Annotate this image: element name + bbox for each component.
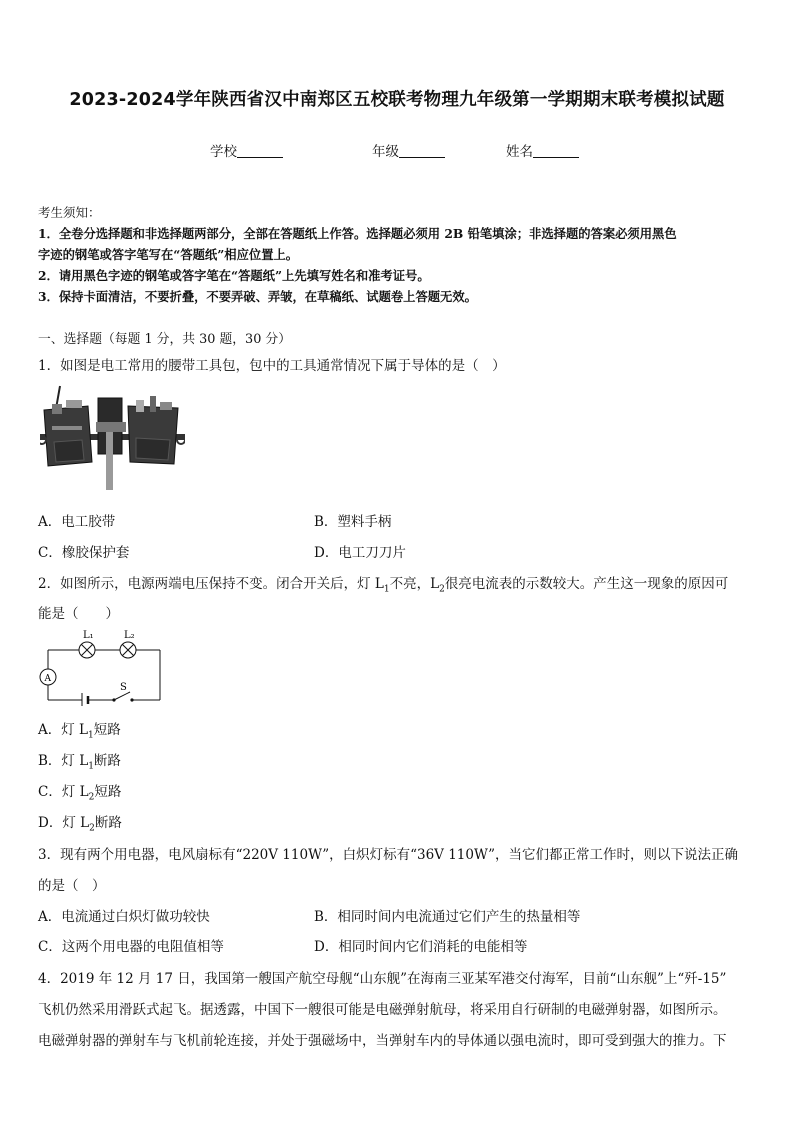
notice-item-1a: 1．全卷分选择题和非选择题两部分，全部在答题纸上作答。选择题必须用 2B 铅笔填涂；非选择题的答案必须用黑色 [38,226,677,241]
name-field[interactable] [506,140,579,160]
lamp-l1-label: L₁ [83,630,94,641]
notice-item-2: 2．请用黑色字迹的钢笔或答字笔在“答题纸”上先填写姓名和准考证号。 [38,268,430,283]
notice-heading: 考生须知： [38,205,101,220]
grade-field[interactable] [372,140,445,160]
circuit-diagram [36,626,166,706]
q2-stem-line2: 能是（ ） [38,606,119,622]
lamp-l2-icon [120,642,136,658]
q3-option-d[interactable]: D．相同时间内它们消耗的电能相等 [314,939,528,955]
q3-option-b[interactable]: B．相同时间内电流通过它们产生的热量相等 [314,909,581,925]
q4-line1: 4．2019 年 12 月 17 日，我国第一艘国产航空母舰“山东舰”在海南三亚某军港交付海军，目前“山东舰”上“歼-15” [38,971,727,987]
name-blank[interactable] [533,143,579,158]
q3-option-a[interactable]: A．电流通过白炽灯做功较快 [38,909,210,925]
notice-item-3: 3．保持卡面清洁，不要折叠，不要弄破、弄皱，在草稿纸、试题卷上答题无效。 [38,289,477,304]
q3-option-c[interactable]: C．这两个用电器的电阻值相等 [38,939,224,955]
section-heading: 一、选择题（每题 1 分，共 30 题，30 分） [38,332,292,347]
page-title: 2023-2024学年陕西省汉中南郑区五校联考物理九年级第一学期期末联考模拟试题 [69,90,725,110]
q3-stem-line1: 3．现有两个用电器，电风扇标有“220V 110W”，白炽灯标有“36V 110W”，当它们都正常工作时，则以下说法正确 [38,847,739,863]
switch-icon [112,692,133,702]
q4-line3: 电磁弹射器的弹射车与飞机前轮连接，并处于强磁场中，当弹射车内的导体通以强电流时，即可受到强大的推力。下 [38,1033,727,1049]
q4-line2: 飞机仍然采用滑跃式起飞。据透露，中国下一艘很可能是电磁弹射航母，将采用自行研制的电磁弹射器，如图所示。 [38,1002,727,1018]
q1-option-a[interactable]: A．电工胶带 [38,514,116,530]
q2-stem: 2．如图所示，电源两端电压保持不变。闭合开关后，灯 $L_1$不亮，$L_2$很亮电流表的示数较大。产生这一现象的原因可 [38,576,729,595]
q3-stem-line2: 的是（ ） [38,878,106,894]
lamp-l2-label: L₂ [124,630,135,641]
q2-option-c[interactable]: C．灯 $L_2$短路 [38,784,122,803]
ammeter-label: A [44,674,51,684]
name-label: 姓名 [506,144,533,160]
student-info-row [0,140,794,160]
q1-option-b[interactable]: B．塑料手柄 [314,514,392,530]
q2-option-a[interactable]: A．灯 $L_1$短路 [38,722,121,741]
school-field[interactable] [210,140,283,160]
q2-option-b[interactable]: B．灯 $L_1$断路 [38,753,121,772]
q1-option-c[interactable]: C．橡胶保护套 [38,545,130,561]
switch-label: S [120,682,127,693]
q1-stem: 1．如图是电工常用的腰带工具包，包中的工具通常情况下属于导体的是（ ） [38,358,506,374]
q2-option-d[interactable]: D．灯 $L_2$断路 [38,815,122,834]
q1-option-d[interactable]: D．电工刀刀片 [314,545,406,561]
battery-icon [82,693,88,706]
lamp-l1-icon [79,642,95,658]
notice-item-1b: 字迹的钢笔或答字笔写在“答题纸”相应位置上。 [38,247,299,262]
school-label: 学校 [210,144,237,160]
tool-belt-image [40,382,185,492]
school-blank[interactable] [237,143,283,158]
grade-label: 年级 [372,144,399,160]
grade-blank[interactable] [399,143,445,158]
